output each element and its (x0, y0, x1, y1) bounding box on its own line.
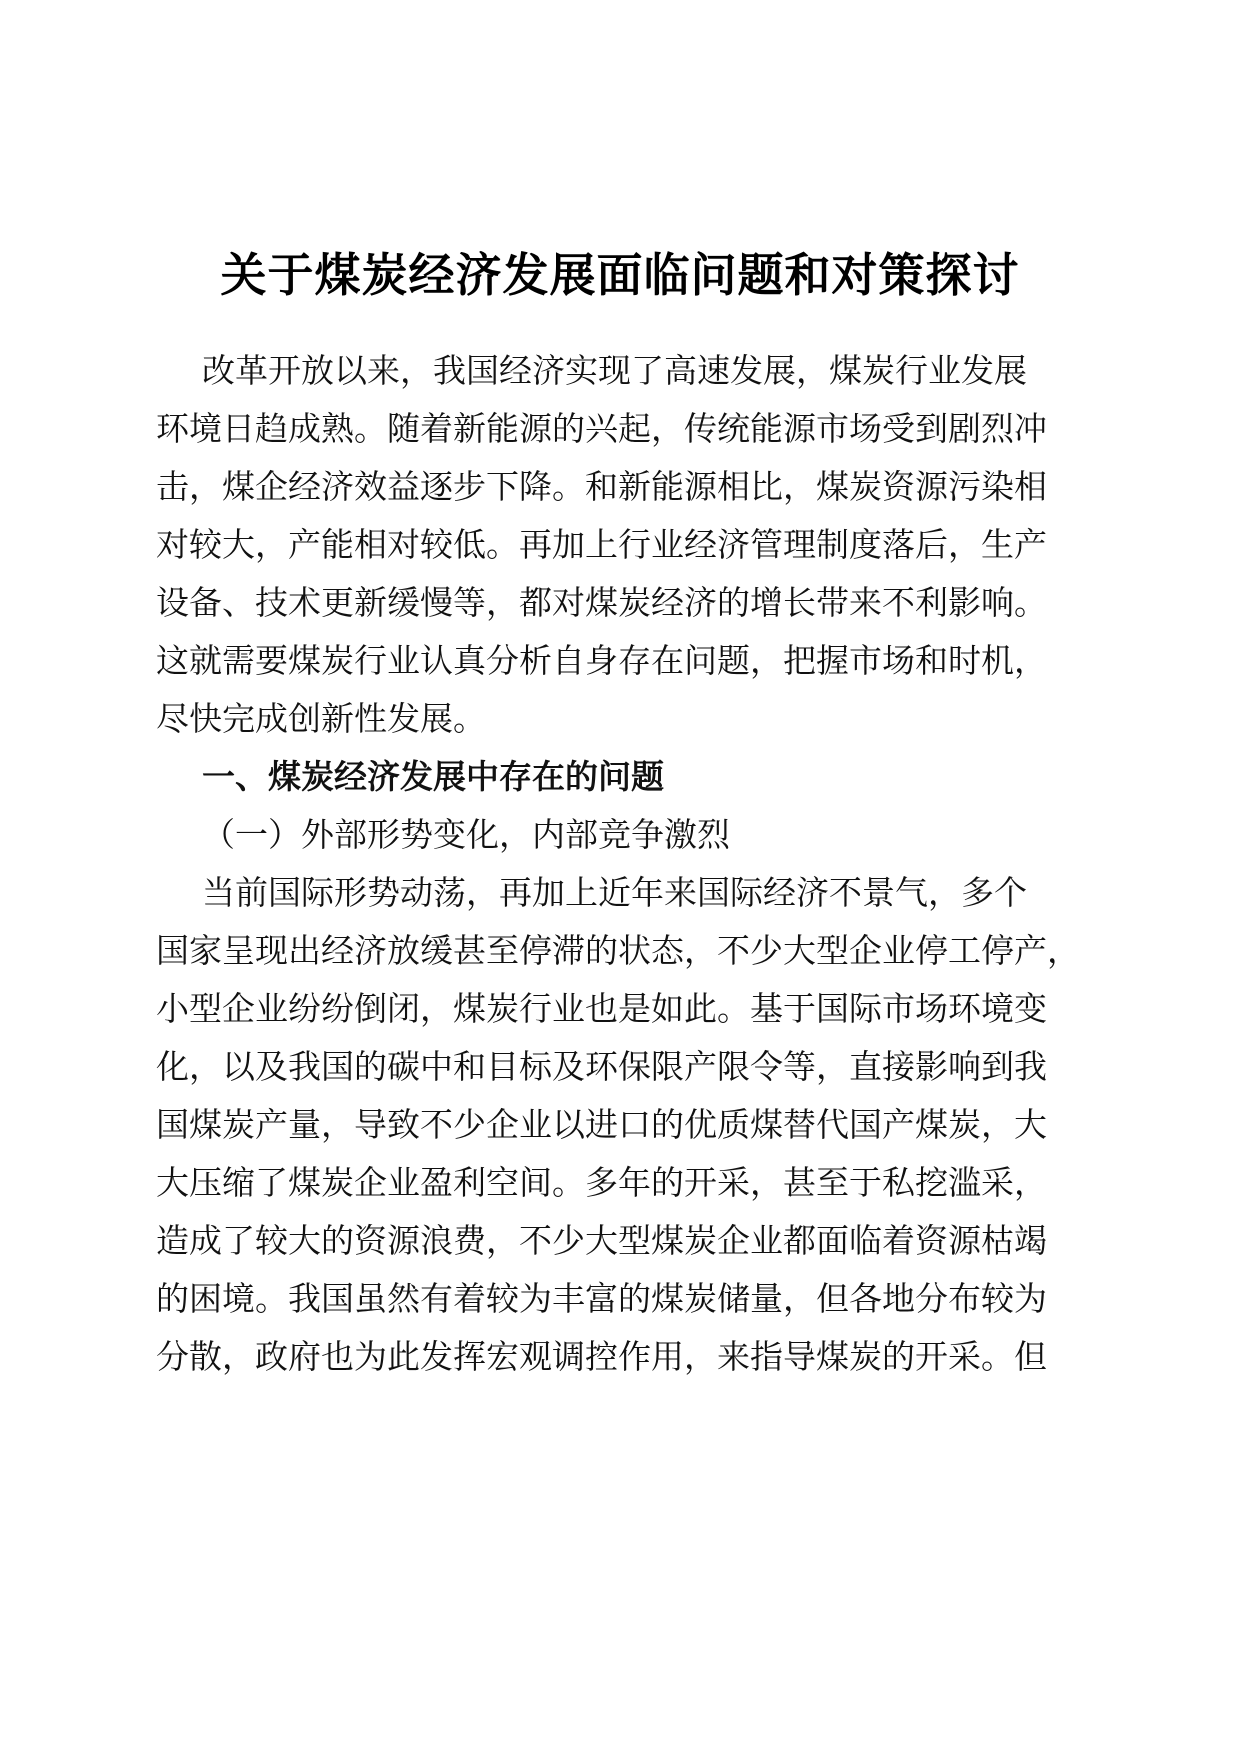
section-heading: 一、煤炭经济发展中存在的问题 (202, 757, 664, 796)
body-line-5: 国煤炭产量，导致不少企业以进口的优质煤替代国产煤炭，大 (156, 1105, 1047, 1144)
body-line-3: 小型企业纷纷倒闭，煤炭行业也是如此。基于国际市场环境变 (156, 989, 1047, 1028)
body-line-7: 造成了较大的资源浪费，不少大型煤炭企业都面临着资源枯竭 (156, 1221, 1047, 1260)
body-line-4: 化，以及我国的碳中和目标及环保限产限令等，直接影响到我 (156, 1047, 1047, 1086)
intro-line-4: 对较大，产能相对较低。再加上行业经济管理制度落后，生产 (156, 525, 1047, 564)
document-title: 关于煤炭经济发展面临问题和对策探讨 (220, 248, 1020, 302)
body-line-9: 分散，政府也为此发挥宏观调控作用，来指导煤炭的开采。但 (156, 1337, 1047, 1376)
body-line-6: 大压缩了煤炭企业盈利空间。多年的开采，甚至于私挖滥采， (156, 1163, 1047, 1202)
body-line-1: 当前国际形势动荡，再加上近年来国际经济不景气，多个 (202, 873, 1027, 912)
intro-line-2: 环境日趋成熟。随着新能源的兴起，传统能源市场受到剧烈冲 (156, 409, 1047, 448)
subsection-heading: （一）外部形势变化，内部竞争激烈 (202, 815, 730, 854)
intro-line-6: 这就需要煤炭行业认真分析自身存在问题，把握市场和时机， (156, 641, 1047, 680)
intro-line-7: 尽快完成创新性发展。 (156, 699, 486, 738)
intro-line-1: 改革开放以来，我国经济实现了高速发展，煤炭行业发展 (202, 351, 1027, 390)
intro-line-3: 击，煤企经济效益逐步下降。和新能源相比，煤炭资源污染相 (156, 467, 1047, 506)
intro-line-5: 设备、技术更新缓慢等，都对煤炭经济的增长带来不利影响。 (156, 583, 1047, 622)
body-line-8: 的困境。我国虽然有着较为丰富的煤炭储量，但各地分布较为 (156, 1279, 1047, 1318)
body-line-2: 国家呈现出经济放缓甚至停滞的状态，不少大型企业停工停产， (156, 931, 1080, 970)
